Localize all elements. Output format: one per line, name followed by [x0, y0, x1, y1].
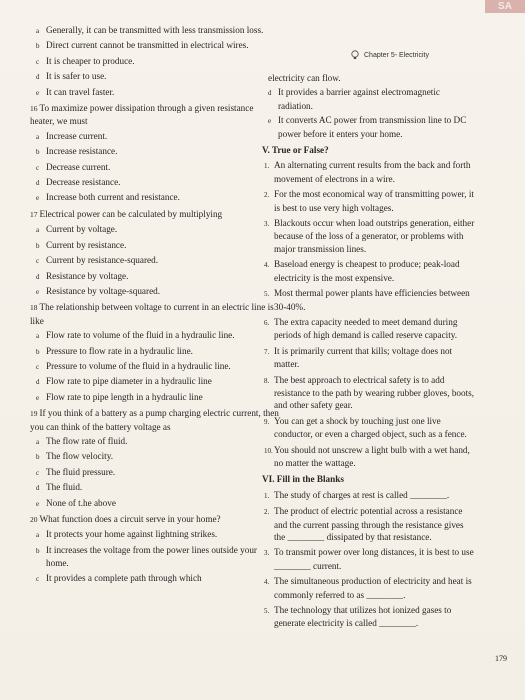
option-text: None of t.he above — [46, 497, 116, 508]
question-text: The relationship between voltage to current in an electric line is like — [30, 302, 274, 326]
question-text: If you think of a battery as a pump charging electric current, then you can think of the battery voltage as — [30, 408, 279, 432]
answer-option — [30, 450, 280, 463]
option-text: It provides a barrier against electromagnetic radiation. — [278, 87, 440, 111]
option-text: Direct current cannot be transmitted in electrical wires. — [46, 40, 249, 51]
option-text: Current by resistance. — [46, 239, 127, 250]
answer-option — [30, 497, 280, 510]
right-column — [262, 70, 477, 630]
answer-option — [30, 24, 280, 37]
answer-option — [30, 360, 280, 373]
statement-number: 4. — [264, 578, 270, 587]
answer-option — [30, 39, 280, 52]
answer-option — [30, 466, 280, 479]
option-letter: d — [36, 73, 40, 82]
answer-option — [30, 345, 280, 358]
statement — [262, 345, 477, 371]
option-letter: b — [36, 347, 40, 356]
left-column — [30, 22, 280, 585]
question — [30, 301, 280, 327]
answer-option — [30, 239, 280, 252]
option-letter: d — [268, 89, 272, 98]
option-letter: b — [36, 241, 40, 250]
statement-text: You should not unscrew a light bulb with a wet hand, no matter the wattage. — [274, 444, 470, 468]
statement — [262, 159, 477, 185]
statement-text: The extra capacity needed to meet demand during periods of high demand is called reserve capacity. — [274, 316, 458, 341]
page-number: 179 — [495, 654, 507, 663]
statement — [262, 188, 477, 214]
option-text: Flow rate to pipe length in a hydraulic line — [46, 391, 203, 402]
statement-number: 6. — [264, 318, 270, 327]
option-letter: c — [36, 468, 40, 477]
question — [30, 407, 280, 433]
statement-text: Baseload energy is cheapest to produce; peak-load electricity is the most expensive. — [274, 259, 460, 283]
option-text: Resistance by voltage-squared. — [46, 285, 161, 296]
option-text: Increase current. — [46, 130, 108, 141]
option-text: Increase resistance. — [46, 146, 118, 157]
continued-text: electricity can flow. — [268, 73, 341, 83]
statement-number: 4. — [264, 261, 270, 270]
option-text: Current by resistance-squared. — [46, 255, 158, 266]
option-letter: c — [36, 257, 40, 266]
option-letter: e — [36, 194, 40, 203]
question-number: 18 — [30, 303, 38, 313]
answer-option — [30, 435, 280, 448]
option-text: The fluid. — [46, 482, 83, 493]
option-text: Generally, it can be transmitted with less transmission loss. — [46, 25, 264, 35]
option-letter: c — [36, 574, 40, 583]
statement — [262, 604, 477, 630]
statement-text: You can get a shock by touching just one live conductor, or even a charged object, such as a fence. — [274, 415, 467, 440]
option-letter: d — [36, 272, 40, 281]
option-letter: b — [36, 453, 40, 462]
statement-text: For the most economical way of transmitting power, it is best to use very high voltages. — [274, 189, 474, 213]
section-heading: VI. Fill in the Blanks — [262, 474, 344, 485]
answer-option — [30, 329, 280, 342]
question-number: 16 — [30, 104, 38, 114]
option-text: Pressure to flow rate in a hydraulic line. — [46, 345, 193, 356]
answer-option — [30, 145, 280, 158]
chapter-header — [350, 50, 429, 60]
statement-text: To transmit power over long distances, it is best to use ________ current. — [274, 547, 474, 571]
chapter-title: Chapter 5- Electricity — [364, 51, 429, 59]
statement — [262, 575, 477, 601]
statement-number: 1. — [264, 162, 270, 171]
option-letter: e — [36, 88, 40, 97]
statement-text: The product of electric potential across a resistance and the current passing through the resistance gives the ________ dissipated by that resistance. — [274, 506, 464, 542]
statement — [262, 546, 477, 572]
statement-number: 2. — [264, 191, 270, 200]
statement-number: 1. — [264, 491, 270, 500]
option-text: It protects your home against lightning strikes. — [46, 529, 218, 540]
answer-option — [30, 223, 280, 236]
option-letter: e — [36, 287, 40, 296]
answer-option — [30, 176, 280, 189]
answer-option — [30, 130, 280, 143]
option-letter: c — [36, 57, 40, 66]
option-text: The flow rate of fluid. — [46, 435, 128, 446]
option-letter: e — [36, 393, 40, 402]
option-text: Decrease resistance. — [46, 177, 121, 188]
option-letter: c — [36, 362, 40, 371]
option-letter: b — [36, 546, 40, 555]
question-number: 19 — [30, 409, 38, 419]
statement — [262, 217, 477, 255]
answer-option — [30, 528, 280, 541]
statement-text: The technology that utilizes hot ionized gases to generate electricity is called ________. — [274, 605, 452, 629]
option-letter: a — [36, 27, 40, 35]
question — [30, 102, 280, 128]
answer-option — [30, 55, 280, 68]
question-number: 20 — [30, 515, 38, 524]
answer-option — [262, 114, 477, 140]
option-text: Increase both current and resistance. — [46, 192, 180, 203]
statement-number: 2. — [264, 508, 270, 517]
option-letter: b — [36, 42, 40, 51]
statement-text: The best approach to electrical safety is to add resistance to the path by wearing rubber gloves, boots, and other safety gear. — [274, 374, 475, 411]
option-letter: d — [36, 179, 40, 188]
option-letter: a — [36, 226, 40, 235]
option-text: It converts AC power from transmission line to DC power before it enters your home. — [278, 115, 467, 139]
answer-option — [30, 285, 280, 298]
option-text: It is cheaper to produce. — [46, 55, 135, 66]
statement-text: The study of charges at rest is called ________. — [274, 489, 450, 500]
statement-text: An alternating current results from the back and forth movement of electrons in a wire. — [274, 160, 471, 184]
option-letter: d — [36, 378, 40, 387]
question-text: What function does a circuit serve in your home? — [39, 514, 221, 524]
answer-option — [30, 375, 280, 388]
answer-option — [30, 270, 280, 283]
question — [30, 513, 280, 526]
answer-option — [30, 161, 280, 174]
question-text: To maximize power dissipation through a given resistance heater, we must — [30, 103, 254, 127]
statement-number: 3. — [264, 549, 270, 558]
statement-number: 10. — [264, 446, 273, 455]
statement — [262, 374, 477, 412]
answer-option — [30, 254, 280, 267]
statement — [262, 316, 477, 342]
answer-option — [30, 86, 280, 99]
statement-number: 8. — [264, 376, 270, 385]
answer-option — [30, 544, 280, 570]
statement — [262, 415, 477, 441]
option-text: The flow velocity. — [46, 451, 114, 462]
statement-text: It is primarily current that kills; voltage does not matter. — [274, 345, 453, 370]
question-number: 17 — [30, 209, 38, 219]
option-text: Current by voltage. — [46, 224, 118, 235]
statement — [262, 287, 477, 313]
option-letter: b — [36, 148, 40, 157]
statement-text: Most thermal power plants have efficiencies between 30-40%. — [274, 288, 470, 312]
statement — [262, 489, 477, 502]
statement-number: 3. — [264, 220, 270, 229]
option-letter: e — [36, 499, 40, 508]
corner-tab: SA — [485, 0, 525, 13]
option-text: Decrease current. — [46, 161, 111, 172]
option-letter: c — [36, 163, 40, 172]
answer-option — [30, 191, 280, 204]
question — [30, 208, 280, 221]
option-text: Flow rate to volume of the fluid in a hydraulic line. — [46, 330, 235, 341]
answer-option — [30, 70, 280, 83]
answer-option — [30, 572, 280, 585]
answer-option — [30, 391, 280, 404]
option-text: Pressure to volume of the fluid in a hydraulic line. — [46, 360, 231, 371]
statement-text: Blackouts occur when load outstrips generation, either because of the loss of a generator, or problems with major transmission lines. — [274, 218, 475, 254]
statement-text: The simultaneous production of electricity and heat is commonly referred to as ________. — [274, 576, 472, 600]
section-heading: V. True or False? — [262, 145, 329, 156]
option-letter: d — [36, 484, 40, 493]
option-letter: a — [36, 531, 40, 540]
option-text: It is safer to use. — [46, 71, 107, 82]
statement-number: 7. — [264, 347, 270, 356]
option-text: The fluid pressure. — [46, 466, 116, 477]
option-text: It increases the voltage from the power lines outside your home. — [46, 544, 257, 569]
option-text: It provides a complete path through which — [46, 572, 202, 583]
option-letter: a — [36, 437, 40, 446]
answer-option — [262, 86, 477, 112]
answer-option — [30, 481, 280, 494]
statement-number: 5. — [264, 607, 270, 616]
option-letter: e — [268, 117, 272, 126]
statement — [262, 258, 477, 284]
statement-number: 9. — [264, 417, 270, 426]
option-letter: a — [36, 132, 40, 141]
question-text: Electrical power can be calculated by multiplying — [39, 208, 223, 219]
statement — [262, 505, 477, 543]
option-letter: a — [36, 332, 40, 341]
statement — [262, 444, 477, 470]
lightbulb-icon — [350, 50, 360, 60]
statement-number: 5. — [264, 290, 270, 299]
option-text: Resistance by voltage. — [46, 270, 129, 281]
option-text: It can travel faster. — [46, 86, 115, 97]
option-text: Flow rate to pipe diameter in a hydraulic line — [46, 376, 212, 387]
